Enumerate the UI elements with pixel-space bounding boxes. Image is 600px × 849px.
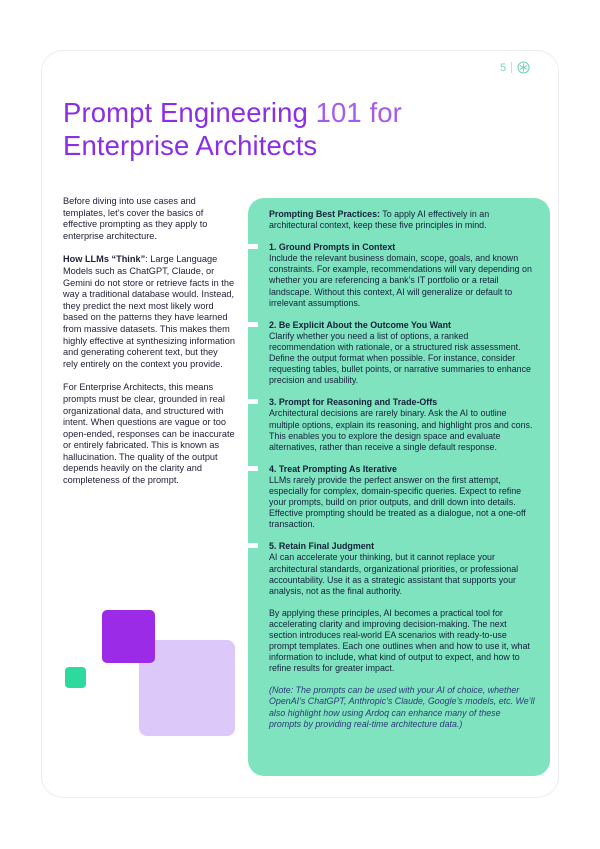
principle-title: 5. Retain Final Judgment	[269, 541, 375, 552]
title-part-2: 101 for	[315, 97, 402, 128]
principle-title: 2. Be Explicit About the Outcome You Want	[269, 319, 451, 330]
best-practices-label: Prompting Best Practices:	[269, 209, 380, 219]
llm-paragraph-label: How LLMs “Think”	[63, 254, 146, 265]
principle-body: AI can accelerate your thinking, but it cannot replace your architectural standards, organizational priorities, or professional accountability. Use it as a strategic assistant that supports your analysis, not as the final authority.	[269, 552, 519, 596]
page-number: 5	[500, 61, 507, 74]
principle-body: Clarify whether you need a list of options, a ranked recommendation with rationale, or a structured risk assessment. Define the output format when possible. For instance, consider requesting tables, bullet points, or narrative summaries to enhance precision and usability.	[269, 330, 531, 386]
principle-3	[269, 397, 535, 452]
llm-paragraph-text: : Large Language Models such as ChatGPT, Claude, or Gemini do not store or retrieve facts in the way a traditional database would. Instead, they predict the next most likely word based on the patterns they have learned from massive datasets. This makes them highly effective at synthesizing information and generating coherent text, but they rely entirely on the context you provide.	[63, 254, 235, 369]
llm-paragraph	[63, 254, 235, 370]
architects-paragraph: For Enterprise Architects, this means prompts must be clear, grounded in real organizational data, and structured with intent. When questions are vague or too open-ended, responses can be inaccurate or entirely fabricated. This is known as hallucination. The quality of the output depends heavily on the clarity and completeness of the prompt.	[63, 382, 235, 486]
principle-1	[269, 242, 535, 309]
principle-5	[269, 541, 535, 596]
decorative-green-square	[65, 667, 86, 688]
principle-marker	[247, 244, 258, 249]
best-practices-content	[269, 209, 535, 741]
principle-body: Architectural decisions are rarely binary. Ask the AI to outline multiple options, explain its reasoning, and highlight pros and cons. This enables you to explore the design space and evaluate alternatives, rather than receive a single default response.	[269, 408, 533, 452]
principle-marker	[247, 399, 258, 404]
principle-body: Include the relevant business domain, scope, goals, and known constraints. For example, recommendations will vary depending on whether you are referencing a bank’s IT portfolio or a retail landscape. Without this context, AI will generalize or default to irrelevant assumptions.	[269, 253, 532, 308]
principle-marker	[247, 466, 258, 471]
closing-paragraph: By applying these principles, AI becomes a practical tool for accelerating clarity and improving decision-making. The next section introduces real-world EA scenarios with ready-to-use prompt templates. Each one outlines when and how to use it, what information to include, what kind of output to expect, and how to refine results for greater impact.	[269, 607, 530, 674]
principle-title: 4. Treat Prompting As Iterative	[269, 463, 397, 474]
principle-title: 1. Ground Prompts in Context	[269, 242, 396, 253]
brand-logo-icon	[517, 61, 530, 74]
best-practices-intro-text: To apply AI effectively in an architectural context, keep these five principles in mind.	[269, 209, 490, 231]
principle-title: 3. Prompt for Reasoning and Trade-Offs	[269, 397, 438, 408]
page-number-divider	[511, 62, 512, 73]
page-title	[63, 96, 503, 162]
principle-4	[269, 464, 535, 531]
intro-paragraph: Before diving into use cases and templates, let’s cover the basics of effective prompting as they apply to enterprise architecture.	[63, 196, 208, 241]
best-practices-intro	[269, 209, 535, 231]
title-part-3: Enterprise Architects	[63, 130, 318, 161]
intro-column	[63, 196, 235, 499]
decorative-purple-square	[102, 610, 155, 663]
principle-marker	[247, 322, 258, 327]
title-part-1: Prompt Engineering	[63, 97, 316, 128]
page-number-area	[500, 61, 530, 74]
principle-body: LLMs rarely provide the perfect answer on the first attempt, especially for complex, domain-specific queries. Expect to refine your prompts, build on prior outputs, and drill down into details. Effective prompting should be treated as a dialogue, not a one-off transaction.	[269, 474, 526, 530]
principle-marker	[247, 543, 258, 548]
principle-2	[269, 320, 535, 387]
note-paragraph: (Note: The prompts can be used with your AI of choice, whether OpenAI’s ChatGPT, Anthropic’s Claude, Google’s models, etc. We’ll also highlight how using Ardoq can enhance many of these prompts by providing real-time architecture data.)	[269, 685, 535, 729]
